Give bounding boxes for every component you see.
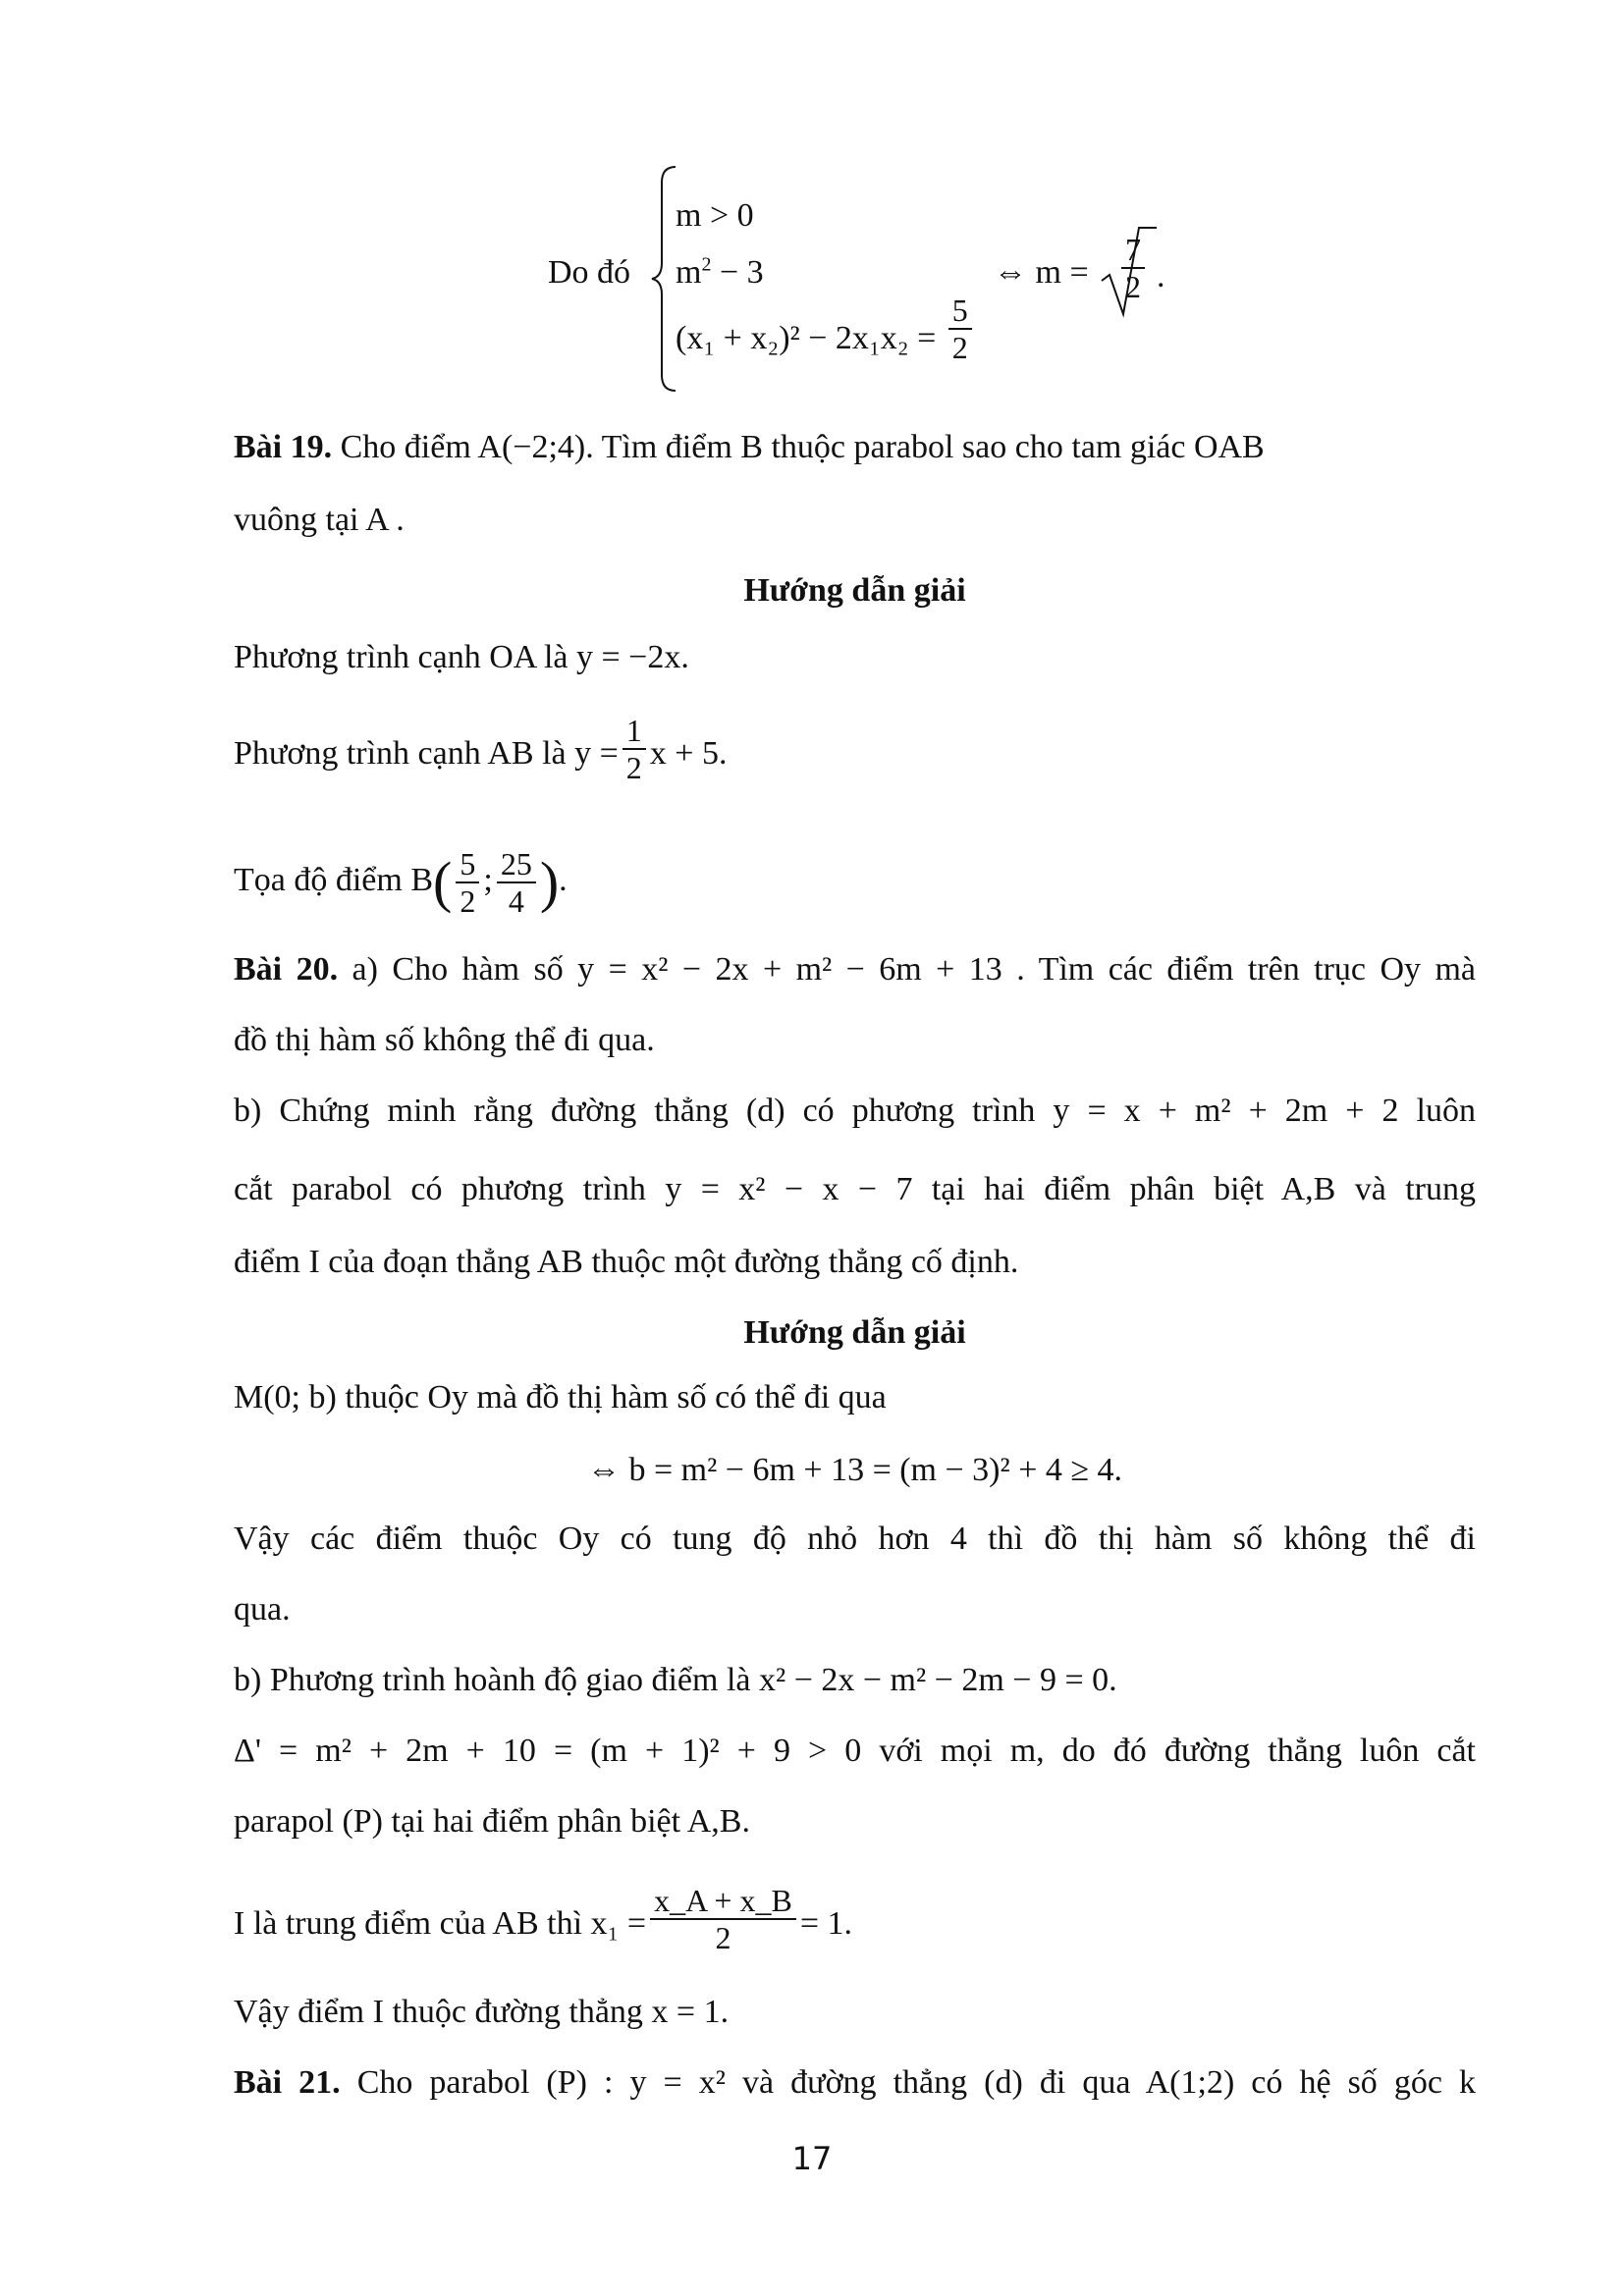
system-result: ⇔ m = — [994, 254, 1089, 291]
result-period: . — [1157, 258, 1165, 294]
solution-20-s2: ⇔ b = m² − 6m + 13 = (m − 3)² + 4 ≥ 4. — [586, 1452, 1123, 1488]
problem-20-line-1: Bài 20. a) Cho hàm số y = x² − 2x + m² − 6m + 13 . Tìm các điểm trên trục Oy mà — [234, 951, 1477, 988]
solution-20-s5: b) Phương trình hoành độ giao điểm là x² − 2x − m² − 2m − 9 = 0. — [234, 1662, 1117, 1698]
problem-20-line-5: điểm I của đoạn thẳng AB thuộc một đường thẳng cố định. — [234, 1244, 1019, 1280]
solution-heading-20: Hướng dẫn giải — [743, 1314, 966, 1351]
solution-20-s6: Δ' = m² + 2m + 10 = (m + 1)² + 9 > 0 với mọi m, do đó đường thẳng luôn cắt — [234, 1733, 1476, 1769]
solution-20-s4: qua. — [234, 1591, 291, 1628]
solution-20-s9: Vậy điểm I thuộc đường thẳng x = 1. — [234, 1994, 730, 2030]
problem-21-line-1: Bài 21. Cho parabol (P) : y = x² và đường thẳng (d) đi qua A(1;2) có hệ số góc k — [234, 2064, 1476, 2101]
sqrt-fraction: $\frac{7}{2}$ — [1121, 232, 1145, 304]
problem-20-line-2: đồ thị hàm số không thể đi qua. — [234, 1022, 655, 1058]
problem-20-label: Bài 20. — [234, 951, 339, 988]
system-lead-text: Do đó — [548, 254, 631, 291]
solution-19-oa: Phương trình cạnh OA là y = −2x. — [234, 639, 689, 675]
system-line-3: (x₁ + x₂)² − 2x₁x₂ = $\frac{5}{2}$ — [676, 316, 976, 365]
solution-20-s3: Vậy các điểm thuộc Oy có tung độ nhỏ hơn 4 thì đồ thị hàm số không thể đi — [234, 1521, 1476, 1557]
page-number: 17 — [791, 2140, 833, 2177]
problem-19-line-1 — [234, 426, 1476, 469]
solution-heading-19: Hướng dẫn giải — [743, 572, 966, 609]
problem-20-line-4: cắt parabol có phương trình y = x² − x − 7 tại hai điểm phân biệt A,B và trung — [234, 1171, 1476, 1207]
solution-20-s8: I là trung điểm của AB thì x₁ = $\frac{x\_A + x\_B}{2}$ = 1. — [234, 1883, 852, 1955]
problem-19-label: Bài 19. — [234, 429, 333, 465]
solution-20-s7: parapol (P) tại hai điểm phân biệt A,B. — [234, 1803, 750, 1840]
system-line-1: m > 0 — [676, 197, 754, 234]
solution-19-point-b: Tọa độ điểm B( $\frac{5}{2}$ ; $\frac{25}{4}$ ). — [234, 846, 568, 919]
problem-21-label: Bài 21. — [234, 2064, 341, 2101]
problem-19-line-2: vuông tại A . — [234, 502, 405, 538]
problem-19-text: Cho điểm A(−2;4). Tìm điểm B thuộc parabol sao cho tam giác OAB — [332, 429, 1265, 465]
solution-20-s1: M(0; b) thuộc Oy mà đồ thị hàm số có thể đi qua — [234, 1379, 887, 1415]
problem-20-line-3: b) Chứng minh rằng đường thẳng (d) có phương trình y = x + m² + 2m + 2 luôn — [234, 1093, 1476, 1129]
solution-19-ab: Phương trình cạnh AB là y = $\frac{1}{2}$ x + 5. — [234, 713, 728, 785]
system-line-2: $m^2 - 3$ — [676, 253, 764, 291]
